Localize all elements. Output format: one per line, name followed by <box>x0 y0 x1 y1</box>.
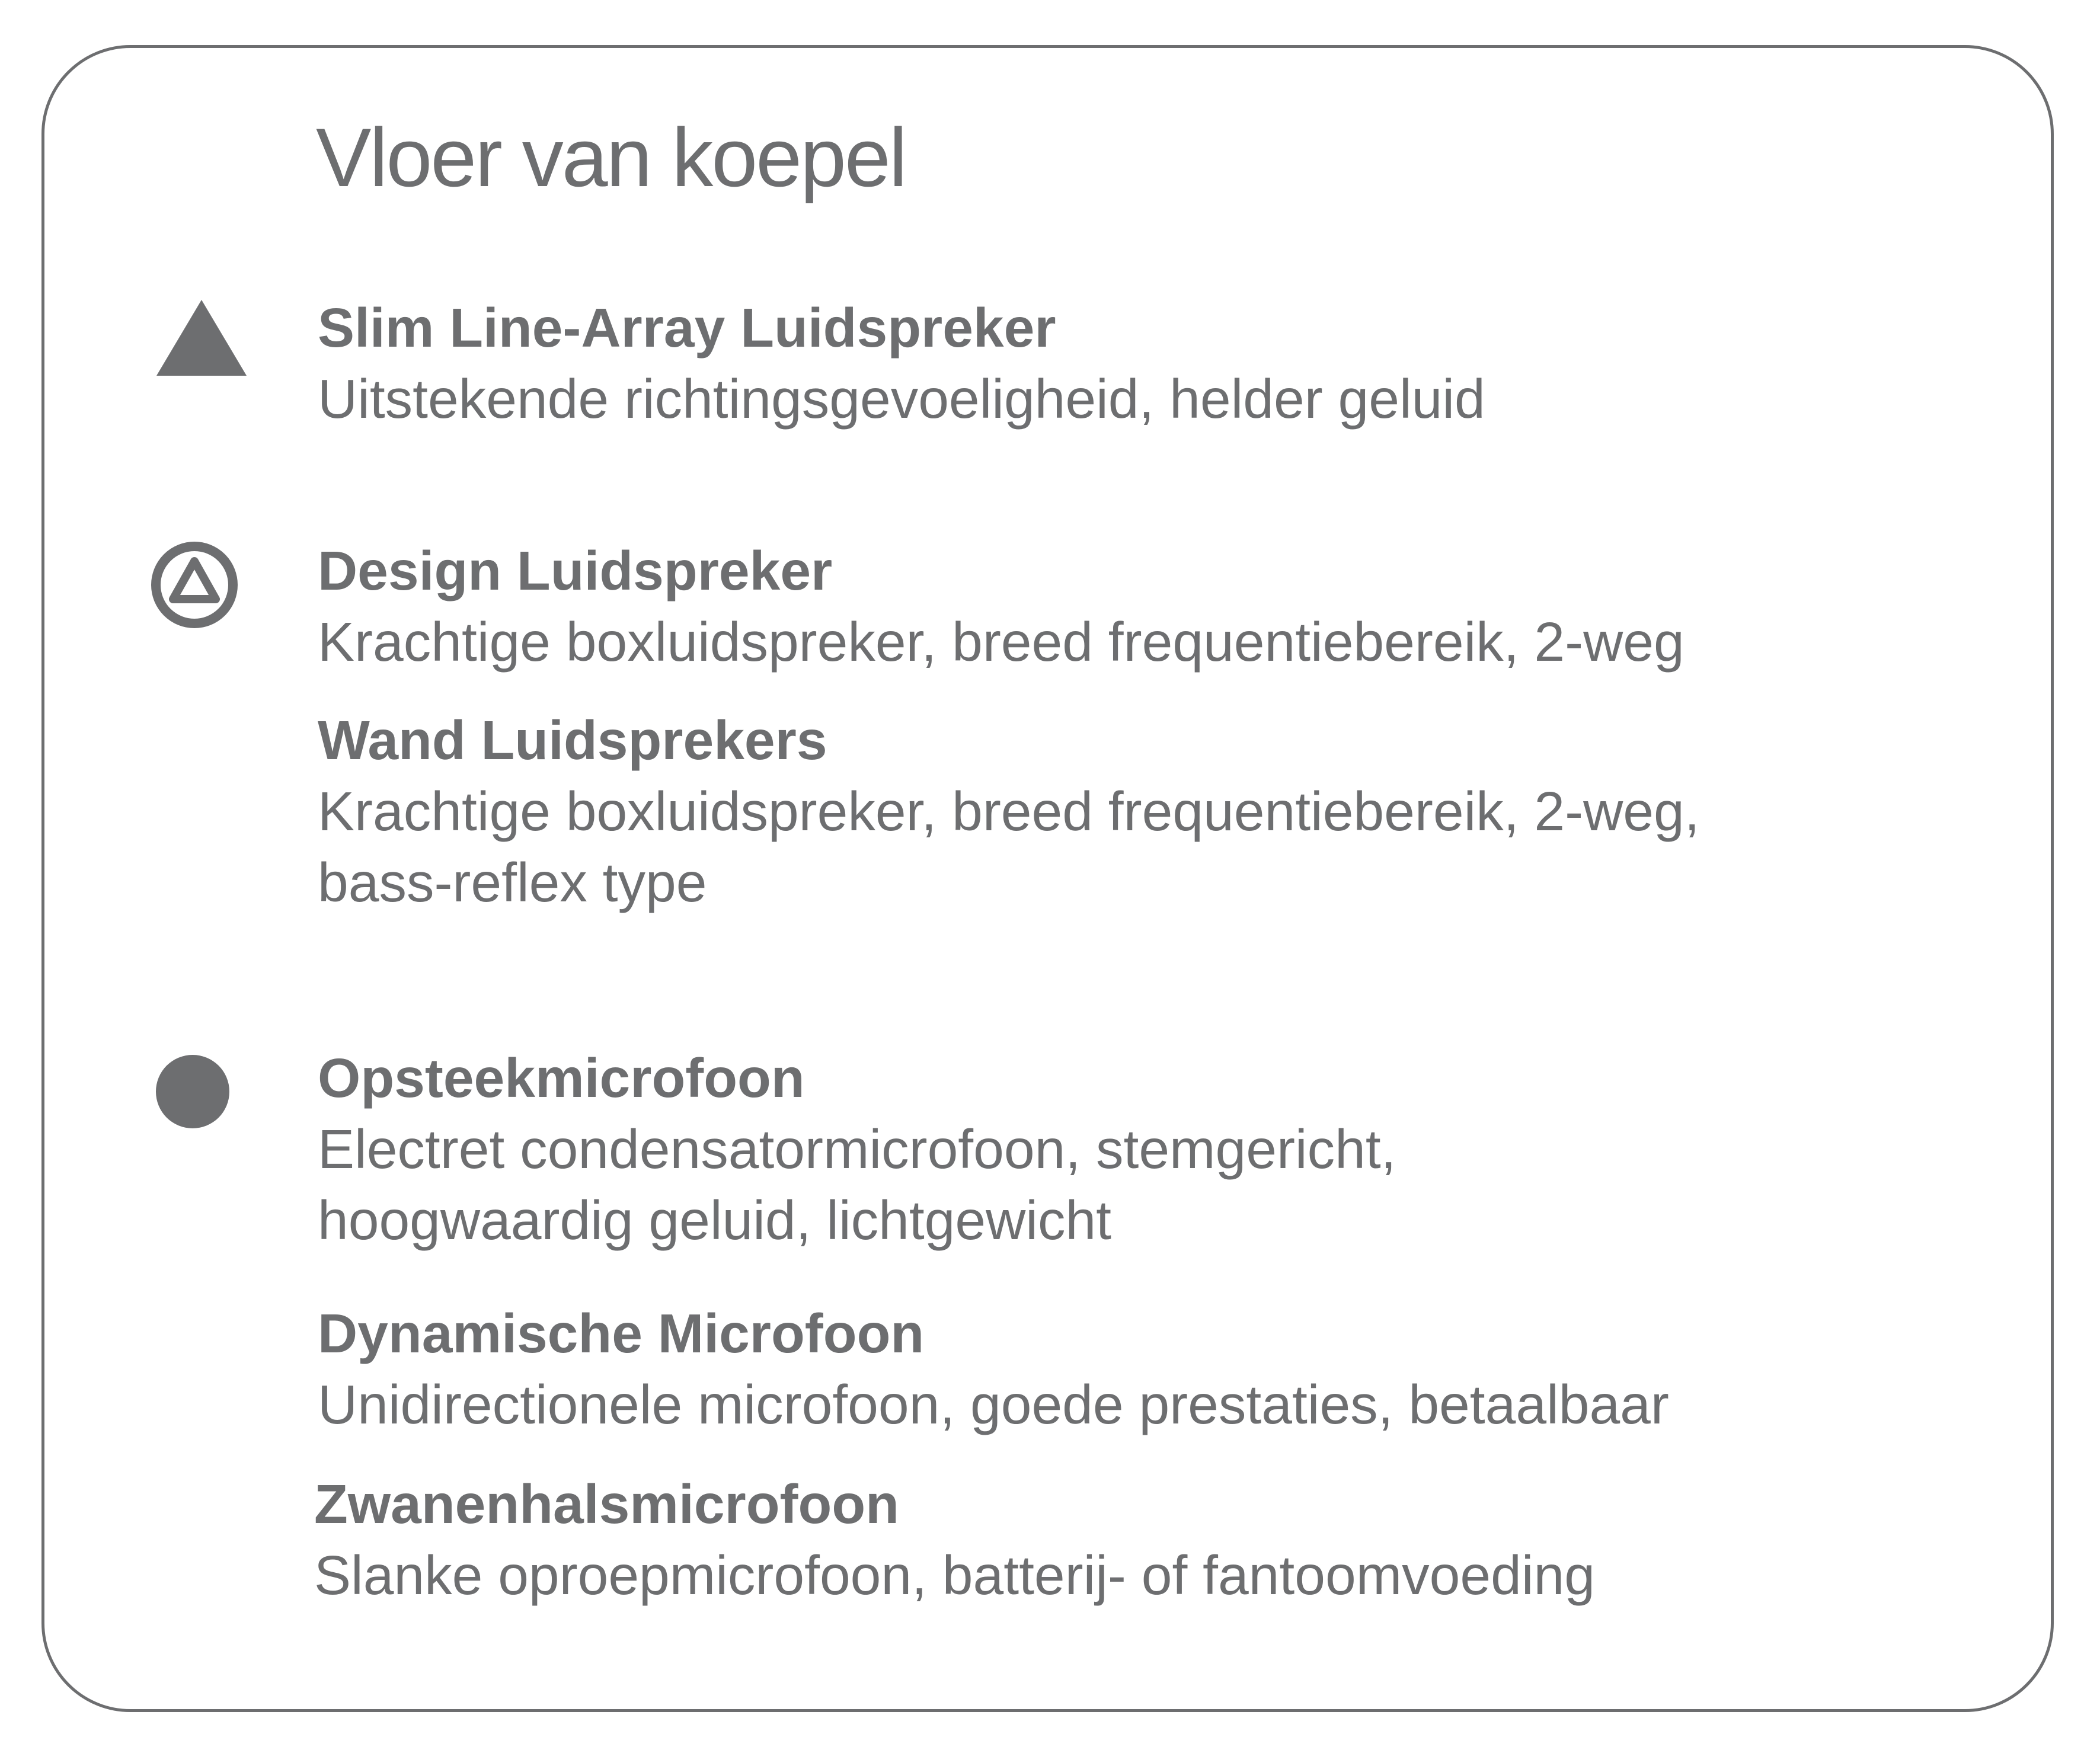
legend-entry-opsteekmicrofoon <box>318 1042 1396 1256</box>
entry-name: Design Luidspreker <box>318 540 833 602</box>
circled-triangle-icon <box>150 540 239 629</box>
legend-entry-dynamische-microfoon <box>318 1298 1669 1440</box>
legend-entry-design-luidspreker <box>318 535 1685 677</box>
entry-description: Electret condensatormicrofoon, stemgericht, <box>318 1118 1396 1180</box>
entry-name: Slim Line-Array Luidspreker <box>318 297 1056 359</box>
page-title: Vloer van koepel <box>316 111 906 204</box>
entry-description: Unidirectionele microfoon, goede prestaties, betaalbaar <box>318 1374 1669 1435</box>
entry-description: Krachtige boxluidspreker, breed frequentiebereik, 2-weg <box>318 611 1685 673</box>
entry-description: bass-reflex type <box>318 852 707 913</box>
entry-name: Opsteekmicrofoon <box>318 1047 805 1109</box>
entry-description: hoogwaardig geluid, lichtgewicht <box>318 1189 1112 1251</box>
legend-entry-slim-line-array <box>318 292 1485 434</box>
filled-circle-icon <box>154 1053 231 1130</box>
entry-description: Slanke oproepmicrofoon, batterij- of fantoomvoeding <box>314 1544 1595 1606</box>
entry-description: Uitstekende richtingsgevoeligheid, helder geluid <box>318 368 1485 430</box>
entry-description: Krachtige boxluidspreker, breed frequentiebereik, 2-weg, <box>318 780 1700 842</box>
entry-name: Dynamische Microfoon <box>318 1303 925 1364</box>
entry-name: Wand Luidsprekers <box>318 709 827 771</box>
filled-triangle-icon <box>155 299 248 377</box>
legend-entry-wand-luidsprekers <box>318 705 1700 918</box>
legend-entry-zwanenhalsmicrofoon <box>314 1469 1595 1611</box>
entry-name: Zwanenhalsmicrofoon <box>314 1473 899 1535</box>
